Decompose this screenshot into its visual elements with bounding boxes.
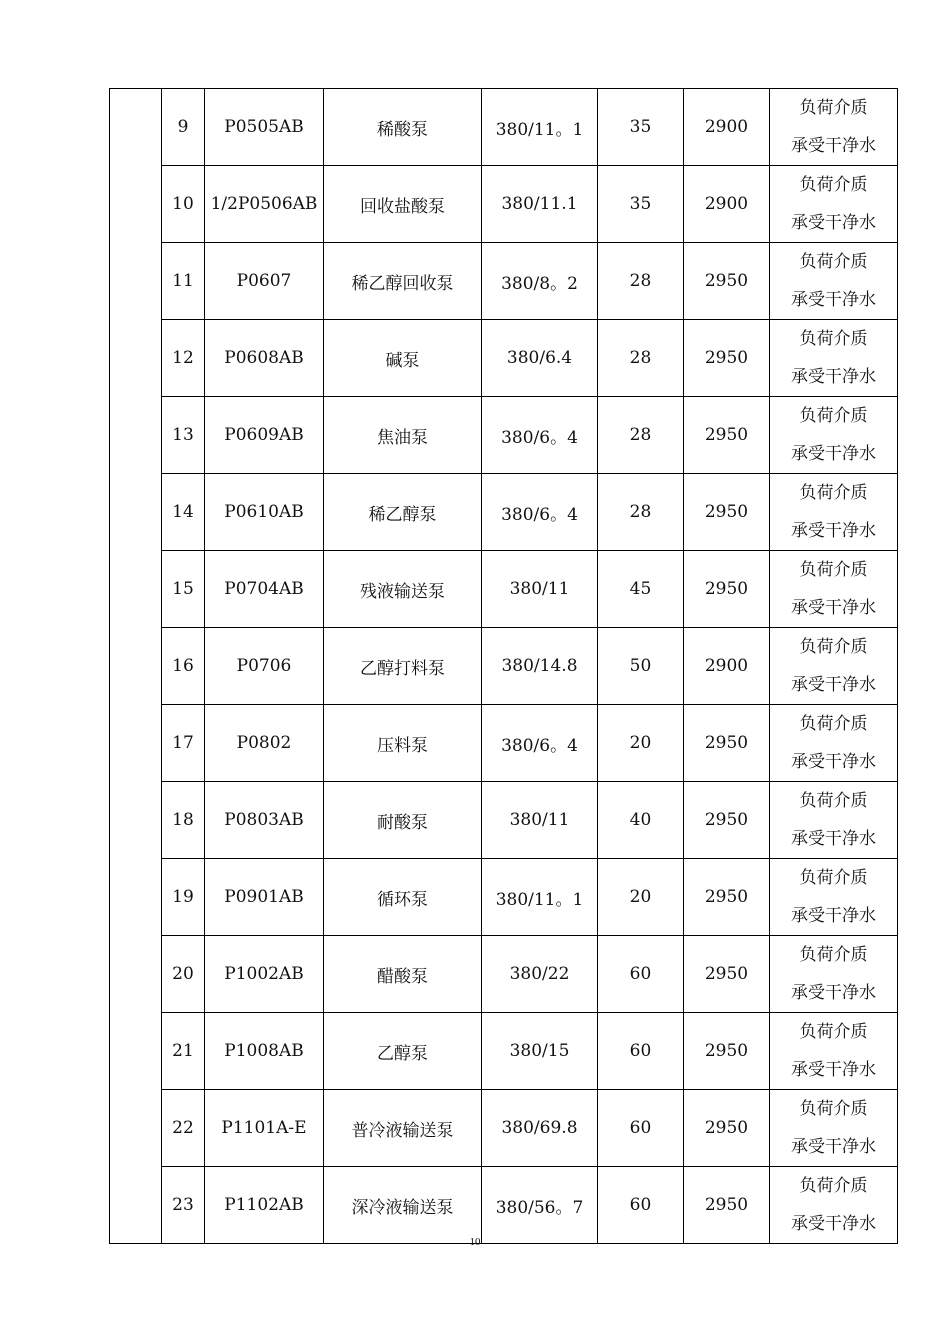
cell-head: 50: [598, 628, 684, 705]
cell-power: 380/56。7: [482, 1167, 598, 1244]
table-row: [110, 859, 898, 936]
note-line-2: 承受干净水: [791, 444, 876, 464]
cell-power: 380/11: [482, 782, 598, 859]
cell-head: 60: [598, 1167, 684, 1244]
note-line-2: 承受干净水: [791, 675, 876, 695]
note-line-1: 负荷介质: [799, 483, 868, 503]
cell-number: 22: [162, 1090, 205, 1167]
cell-name: 稀乙醇泵: [324, 474, 482, 551]
note-line-1: 负荷介质: [799, 252, 868, 272]
note-line-2: 承受干净水: [791, 829, 876, 849]
cell-note: [770, 1090, 898, 1167]
note-line-1: 负荷介质: [799, 1022, 868, 1042]
cell-head: 60: [598, 1090, 684, 1167]
cell-number: 11: [162, 243, 205, 320]
cell-name: 焦油泵: [324, 397, 482, 474]
cell-speed: 2950: [684, 320, 770, 397]
cell-head: 40: [598, 782, 684, 859]
note-line-1: 负荷介质: [799, 406, 868, 426]
cell-note: [770, 859, 898, 936]
note-line-1: 负荷介质: [799, 98, 868, 118]
cell-name: 循环泵: [324, 859, 482, 936]
cell-note: [770, 89, 898, 166]
cell-name: 碱泵: [324, 320, 482, 397]
cell-speed: 2950: [684, 1167, 770, 1244]
cell-power: 380/6.4: [482, 320, 598, 397]
page-number: 10: [469, 1236, 481, 1248]
note-line-2: 承受干净水: [791, 1214, 876, 1234]
cell-number: 19: [162, 859, 205, 936]
cell-head: 60: [598, 936, 684, 1013]
cell-power: 380/11。1: [482, 89, 598, 166]
cell-code: P0505AB: [205, 89, 324, 166]
note-line-1: 负荷介质: [799, 1099, 868, 1119]
cell-name: 回收盐酸泵: [324, 166, 482, 243]
note-line-1: 负荷介质: [799, 714, 868, 734]
table-row: [110, 782, 898, 859]
cell-name: 稀酸泵: [324, 89, 482, 166]
cell-name: 耐酸泵: [324, 782, 482, 859]
cell-code: P1101A-E: [205, 1090, 324, 1167]
cell-head: 28: [598, 474, 684, 551]
note-line-1: 负荷介质: [799, 868, 868, 888]
cell-number: 23: [162, 1167, 205, 1244]
cell-code: P0607: [205, 243, 324, 320]
cell-code: P0706: [205, 628, 324, 705]
cell-power: 380/8。2: [482, 243, 598, 320]
cell-name: 醋酸泵: [324, 936, 482, 1013]
cell-note: [770, 1167, 898, 1244]
table-row: [110, 320, 898, 397]
note-line-2: 承受干净水: [791, 983, 876, 1003]
cell-code: P0704AB: [205, 551, 324, 628]
cell-number: 10: [162, 166, 205, 243]
table-row: [110, 397, 898, 474]
cell-speed: 2950: [684, 474, 770, 551]
cell-number: 20: [162, 936, 205, 1013]
cell-number: 14: [162, 474, 205, 551]
cell-power: 380/22: [482, 936, 598, 1013]
cell-head: 28: [598, 320, 684, 397]
cell-name: 乙醇泵: [324, 1013, 482, 1090]
note-line-2: 承受干净水: [791, 1137, 876, 1157]
cell-code: P0608AB: [205, 320, 324, 397]
note-line-2: 承受干净水: [791, 1060, 876, 1080]
cell-head: 45: [598, 551, 684, 628]
cell-note: [770, 1013, 898, 1090]
cell-note: [770, 243, 898, 320]
note-line-1: 负荷介质: [799, 175, 868, 195]
cell-code: P0610AB: [205, 474, 324, 551]
table-row: [110, 243, 898, 320]
cell-note: [770, 936, 898, 1013]
note-line-1: 负荷介质: [799, 560, 868, 580]
cell-note: [770, 320, 898, 397]
cell-speed: 2900: [684, 166, 770, 243]
table-row: [110, 1013, 898, 1090]
cell-power: 380/6。4: [482, 397, 598, 474]
note-line-2: 承受干净水: [791, 598, 876, 618]
cell-note: [770, 782, 898, 859]
cell-power: 380/6。4: [482, 474, 598, 551]
cell-number: 18: [162, 782, 205, 859]
cell-speed: 2950: [684, 782, 770, 859]
cell-speed: 2900: [684, 628, 770, 705]
cell-power: 380/14.8: [482, 628, 598, 705]
cell-speed: 2950: [684, 243, 770, 320]
note-line-2: 承受干净水: [791, 290, 876, 310]
cell-code: P0802: [205, 705, 324, 782]
note-line-2: 承受干净水: [791, 367, 876, 387]
note-line-1: 负荷介质: [799, 1176, 868, 1196]
note-line-1: 负荷介质: [799, 791, 868, 811]
cell-power: 380/11.1: [482, 166, 598, 243]
cell-number: 21: [162, 1013, 205, 1090]
table-row: [110, 936, 898, 1013]
cell-note: [770, 474, 898, 551]
note-line-2: 承受干净水: [791, 136, 876, 156]
note-line-2: 承受干净水: [791, 213, 876, 233]
note-line-1: 负荷介质: [799, 945, 868, 965]
note-line-2: 承受干净水: [791, 752, 876, 772]
pump-table: [109, 88, 898, 1244]
cell-code: 1/2P0506AB: [205, 166, 324, 243]
cell-name: 残液输送泵: [324, 551, 482, 628]
cell-name: 压料泵: [324, 705, 482, 782]
table-row: [110, 551, 898, 628]
cell-head: 35: [598, 166, 684, 243]
cell-power: 380/6。4: [482, 705, 598, 782]
cell-speed: 2950: [684, 551, 770, 628]
cell-note: [770, 397, 898, 474]
cell-code: P1102AB: [205, 1167, 324, 1244]
cell-power: 380/15: [482, 1013, 598, 1090]
table-row: [110, 474, 898, 551]
table-row: [110, 1167, 898, 1244]
cell-code: P0609AB: [205, 397, 324, 474]
note-line-2: 承受干净水: [791, 521, 876, 541]
cell-head: 35: [598, 89, 684, 166]
category-cell: [110, 89, 162, 1244]
cell-head: 20: [598, 705, 684, 782]
note-line-1: 负荷介质: [799, 637, 868, 657]
cell-head: 60: [598, 1013, 684, 1090]
cell-code: P0803AB: [205, 782, 324, 859]
table-body: [110, 89, 898, 1244]
cell-note: [770, 628, 898, 705]
cell-name: 普冷液输送泵: [324, 1090, 482, 1167]
table-row: [110, 166, 898, 243]
table-row: [110, 705, 898, 782]
cell-code: P0901AB: [205, 859, 324, 936]
cell-number: 9: [162, 89, 205, 166]
cell-speed: 2900: [684, 89, 770, 166]
cell-head: 28: [598, 397, 684, 474]
cell-power: 380/11。1: [482, 859, 598, 936]
cell-speed: 2950: [684, 1013, 770, 1090]
cell-power: 380/69.8: [482, 1090, 598, 1167]
cell-number: 15: [162, 551, 205, 628]
cell-name: 深冷液输送泵: [324, 1167, 482, 1244]
cell-code: P1002AB: [205, 936, 324, 1013]
cell-number: 16: [162, 628, 205, 705]
table-row: [110, 1090, 898, 1167]
table-row: [110, 89, 898, 166]
cell-note: [770, 551, 898, 628]
table-row: [110, 628, 898, 705]
cell-speed: 2950: [684, 936, 770, 1013]
cell-number: 17: [162, 705, 205, 782]
note-line-1: 负荷介质: [799, 329, 868, 349]
cell-name: 稀乙醇回收泵: [324, 243, 482, 320]
cell-note: [770, 166, 898, 243]
cell-speed: 2950: [684, 859, 770, 936]
cell-note: [770, 705, 898, 782]
cell-head: 28: [598, 243, 684, 320]
cell-code: P1008AB: [205, 1013, 324, 1090]
cell-head: 20: [598, 859, 684, 936]
note-line-2: 承受干净水: [791, 906, 876, 926]
cell-name: 乙醇打料泵: [324, 628, 482, 705]
cell-number: 13: [162, 397, 205, 474]
cell-speed: 2950: [684, 705, 770, 782]
cell-power: 380/11: [482, 551, 598, 628]
cell-speed: 2950: [684, 1090, 770, 1167]
cell-speed: 2950: [684, 397, 770, 474]
cell-number: 12: [162, 320, 205, 397]
